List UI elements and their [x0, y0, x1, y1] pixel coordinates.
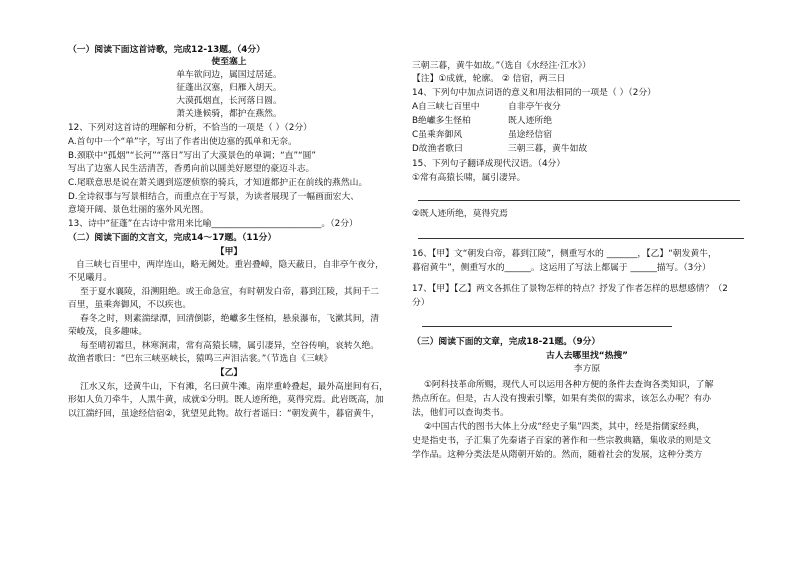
yi-line: 江水又东，迳黄牛山，下有滩，名曰黄牛滩。南岸重岭叠起，最外高崖间有石， — [80, 382, 388, 392]
poem-line: 大漠孤烟直，长河落日圆。 — [176, 96, 282, 106]
section1-heading: （一）阅读下面这首诗歌，完成12-13题。（4分） — [68, 45, 265, 55]
q12-option-a: A.首句中一个“单”字，写出了作者出使边塞的孤单和无奈。 — [68, 137, 297, 147]
question-13: 13、诗中“征蓬”在古诗中常用来比喻_________________________。（2分） — [68, 219, 358, 229]
jia-line: 春冬之时，则素湍绿潭，回清倒影，绝巘多生怪柏，悬泉瀑布，飞漱其间，清 — [80, 314, 380, 324]
article-line: 热点所在。但是，古人没有搜索引擎，如果有类似的需求，该怎么办呢？有办 — [412, 394, 712, 404]
jia-line: 故渔者歌曰：“巴东三峡巫峡长，猿鸣三声泪沾裳。”（节选自《三峡》 — [68, 354, 333, 364]
q14-option-a-left: A自三峡七百里中 — [412, 102, 480, 112]
q14-option-c-left: C虽乘奔御风 — [412, 130, 463, 140]
q15-item-1: ①常有高猿长啸，属引凄异。 — [412, 173, 526, 183]
q14-option-c-right: 虽途经信宿 — [508, 130, 552, 140]
question-16: 16、【甲】文“朝发白帝，暮到江陵”，侧重写水的 _______，【乙】“朝发黄牛， — [412, 249, 717, 259]
yi-line: 形如人负刀牵牛，人黑牛黄，成就①分明。既人迹所绝，莫得究焉。此岩既高，加 — [68, 395, 384, 405]
question-12: 12、下列对这首诗的理解和分析，不恰当的一项是（ ）（2分） — [68, 123, 312, 133]
poem-line: 单车欲问边，属国过居延。 — [176, 70, 282, 80]
article-line: 法，他们可以查询类书。 — [412, 408, 509, 418]
article-line: 史是指史书，子汇集了先秦诸子百家的著作和一些宗教典籍，集收录的则是文 — [412, 436, 712, 446]
q15-item-2: ②既人迹所绝，莫得究焉 — [412, 209, 508, 219]
q14-option-a-right: 自非亭午夜分 — [508, 102, 561, 112]
poem-line: 征蓬出汉塞，归雁入胡天。 — [176, 83, 282, 93]
q12-option-b: B.颈联中“孤烟”“长河”“落日”写出了大漠景色的单调；“直”“圆” — [68, 151, 316, 161]
question-16-cont: 暮宿黄牛”，侧重写水的______。这运用了写法上都属于 ______描写。（3分） — [412, 263, 711, 273]
q14-option-d-left: D故渔者歌曰 — [412, 144, 463, 154]
jia-line: 每至晴初霜旦，林寒涧肃，常有高猿长啸，属引凄异，空谷传响，哀转久绝。 — [80, 341, 380, 351]
passage-jia-label: 【甲】 — [215, 247, 243, 257]
question-15: 15、下列句子翻译成现代汉语。（4分） — [412, 159, 566, 169]
question-14: 14、下列句中加点词语的意义和用法相同的一项是（ ）（2分） — [412, 88, 656, 98]
article-line: ①阿科技革命所赐，现代人可以运用各种方便的条件去查询各类知识，了解 — [424, 380, 714, 390]
jia-line: 自三峡七百里中，两岸连山，略无阙处。重岩叠嶂，隐天蔽日，自非亭午夜分， — [76, 260, 384, 270]
q14-option-b-right: 既人迹所绝 — [508, 116, 552, 126]
annotation-note: 【注】①成就，轮廓。 ② 信宿，两三日 — [412, 74, 566, 84]
q12-option-b-cont: 写出了边塞人民生活清苦，香勇向前以圆美好愿望的豪迈斗志。 — [68, 164, 315, 174]
poem-title: 使至塞上 — [211, 57, 247, 67]
yi-continuation: 三朝三暮，黄牛如故。”（选自《水经注·江水》） — [412, 61, 591, 71]
article-line: ②中国古代的图书大体上分成“经史子集”四类，其中，经是指儒家经典， — [424, 422, 705, 432]
answer-line — [422, 326, 672, 327]
section2-heading: （二）阅读下面的文言文，完成14～17题。（11分） — [68, 233, 277, 243]
jia-line: 不见曦月。 — [68, 273, 112, 283]
article-author: 李方原 — [573, 364, 601, 374]
q14-option-b-left: B绝巘多生怪柏 — [412, 116, 471, 126]
jia-line: 荣峻茂，良多趣味。 — [68, 327, 148, 337]
answer-line — [418, 200, 740, 201]
q12-option-d: D.全诗叙事与写景相结合，而重点在于写景，为读者展现了一幅画面宏大、 — [68, 192, 360, 202]
section3-heading: （三）阅读下面的文章，完成18-21题。（9分） — [412, 337, 601, 347]
q12-option-c: C.尾联意思是说在萧关遇到巡逻侦察的骑兵，才知道都护正在前线的燕然山。 — [68, 178, 368, 188]
passage-yi-label: 【乙】 — [215, 368, 243, 378]
article-title: 古人去哪里找“热搜” — [546, 351, 628, 361]
answer-line — [418, 238, 744, 239]
question-17: 17、【甲】【乙】两文各抓住了景物怎样的特点？抒发了作者怎样的思想感情？（2 — [412, 284, 728, 294]
yi-line: 以江湍纡回，虽途经信宿②，犹望见此物。故行者谣曰：“朝发黄牛，暮宿黄牛， — [68, 409, 380, 419]
q12-option-d-cont: 意境开阔、景色壮丽的塞外风光图。 — [68, 205, 209, 215]
q14-option-d-right: 三朝三暮，黄牛如故 — [508, 144, 588, 154]
question-17-cont: 分） — [412, 298, 430, 308]
jia-line: 百里，虽乘奔御风，不以疾也。 — [68, 300, 192, 310]
poem-line: 萧关逢候骑，都护在燕然。 — [176, 109, 282, 119]
jia-line: 至于夏水襄陵，沿溯阻绝。或王命急宣，有时朝发白帝，暮到江陵，其间千二 — [80, 287, 380, 297]
article-line: 学作品。这种分类法是从隋朝开始的。然而，随着社会的发展，这种分类方 — [412, 450, 703, 460]
